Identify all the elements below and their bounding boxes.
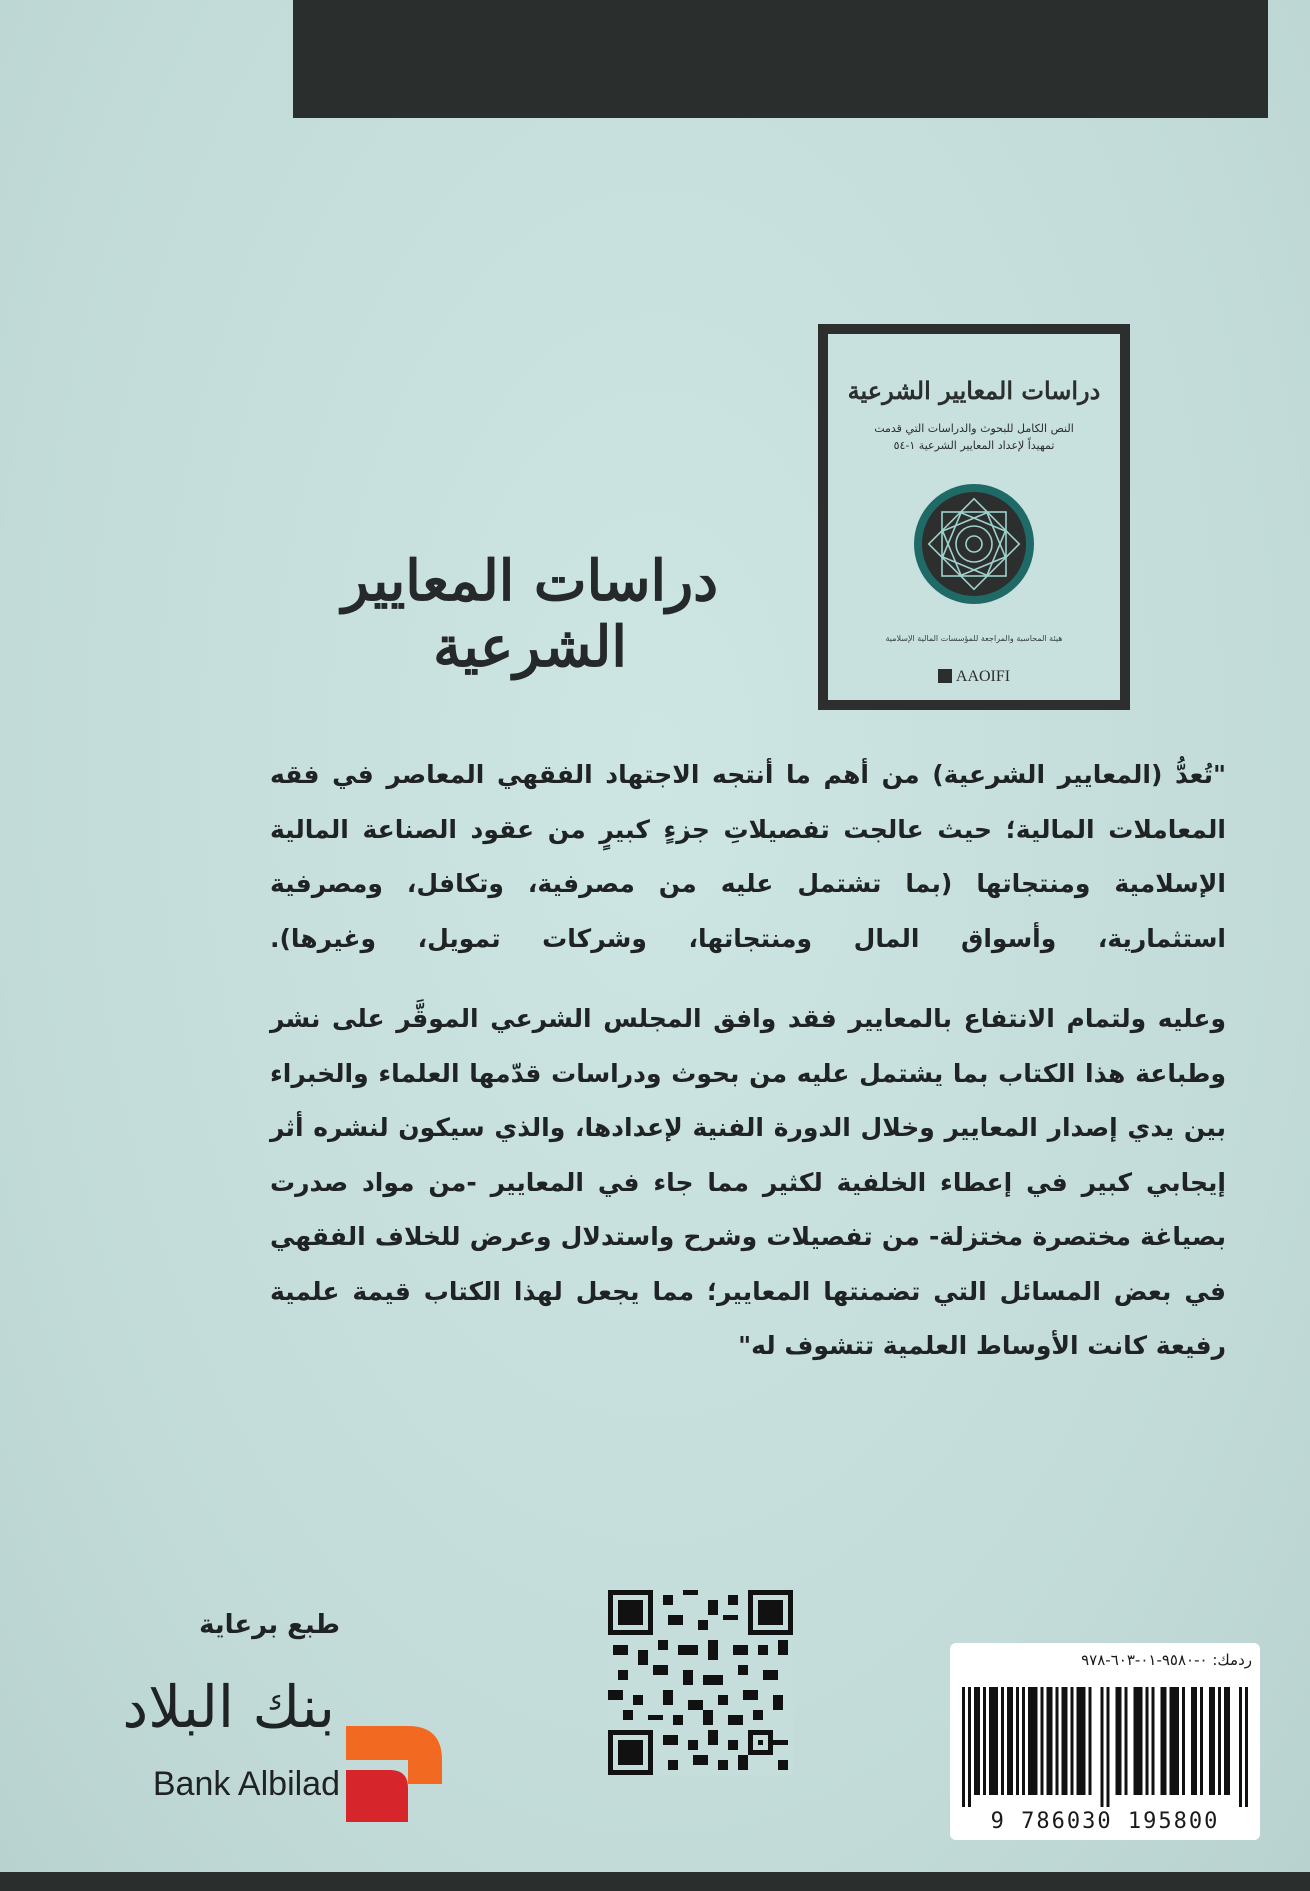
isbn-barcode <box>950 1643 1260 1840</box>
blurb-paragraph-1: "تُعدُّ (المعايير الشرعية) من أهم ما أنتجه الاجتهاد الفقهي المعاصر في فقه المعاملات المالية؛ حيث عالجت تفصيلاتِ جزءٍ كبيرٍ من عقود الصناعة المالية الإسلامية ومنتجاتها (بما تشتمل عليه من مصرفية، وتكافل، ومصرفية استثمارية، وأسواق المال ومنتجاتها، وشركات تمويل، وغيرها). <box>270 760 1226 953</box>
bank-name-english: Bank Albilad <box>152 1765 340 1803</box>
blurb <box>270 748 1226 1374</box>
thumbnail-subtitle-line: النص الكامل للبحوث والدراسات التي قدمت <box>874 422 1074 435</box>
aaoifi-mark-icon <box>938 669 952 683</box>
book-title: دراسات المعايير الشرعية <box>341 548 719 680</box>
thumbnail-subtitle <box>840 420 1108 454</box>
top-dark-band <box>293 0 1268 118</box>
islamic-star-emblem-icon <box>912 482 1036 606</box>
bottom-dark-band <box>0 1872 1310 1891</box>
barcode-bars-icon <box>962 1687 1248 1807</box>
thumbnail-organization: هيئة المحاسبة والمراجعة للمؤسسات المالية الإسلامية <box>885 634 1063 643</box>
bank-albilad-logo-icon <box>346 1722 442 1822</box>
thumbnail-logo <box>828 668 1120 686</box>
cover-thumbnail <box>818 324 1130 710</box>
barcode-number: 9 786030 195800 <box>990 1809 1220 1834</box>
cover-thumbnail-inner <box>828 334 1120 700</box>
bank-name-arabic: بنك البلاد <box>122 1673 335 1741</box>
isbn-label: ردمك: ٠-٩٥٨٠-٠١-٦٠٣-٩٧٨ <box>1081 1651 1252 1669</box>
blurb-paragraph-2: وعليه ولتمام الانتفاع بالمعايير فقد وافق المجلس الشرعي الموقَّر على نشر وطباعة هذا الكتاب بما يشتمل عليه من بحوث ودراسات قدّمها العلماء والخبراء بين يدي إصدار المعايير وخلال الدورة الفنية لإعدادها، والذي سيكون لنشره أثر إيجابي كبير في إعطاء الخلفية لكثير مما جاء في المعايير -من مواد صدرت بصياغة مختصرة مختزلة- من تفصيلات وشرح واستدلال وعرض للخلاف الفقهي في بعض المسائل التي تضمنتها المعايير؛ مما يجعل لهذا الكتاب قيمة علمية رفيعة كانت الأوساط العلمية تتشوف له" <box>270 1004 1226 1360</box>
thumbnail-subtitle-line: تمهيداً لإعداد المعايير الشرعية ١-٥٤ <box>893 439 1055 452</box>
thumbnail-logo-text: AAOIFI <box>955 668 1011 685</box>
sponsor-label: طبع برعاية <box>199 1610 340 1640</box>
qr-code <box>608 1590 793 1775</box>
thumbnail-title: دراسات المعايير الشرعية <box>847 376 1101 405</box>
